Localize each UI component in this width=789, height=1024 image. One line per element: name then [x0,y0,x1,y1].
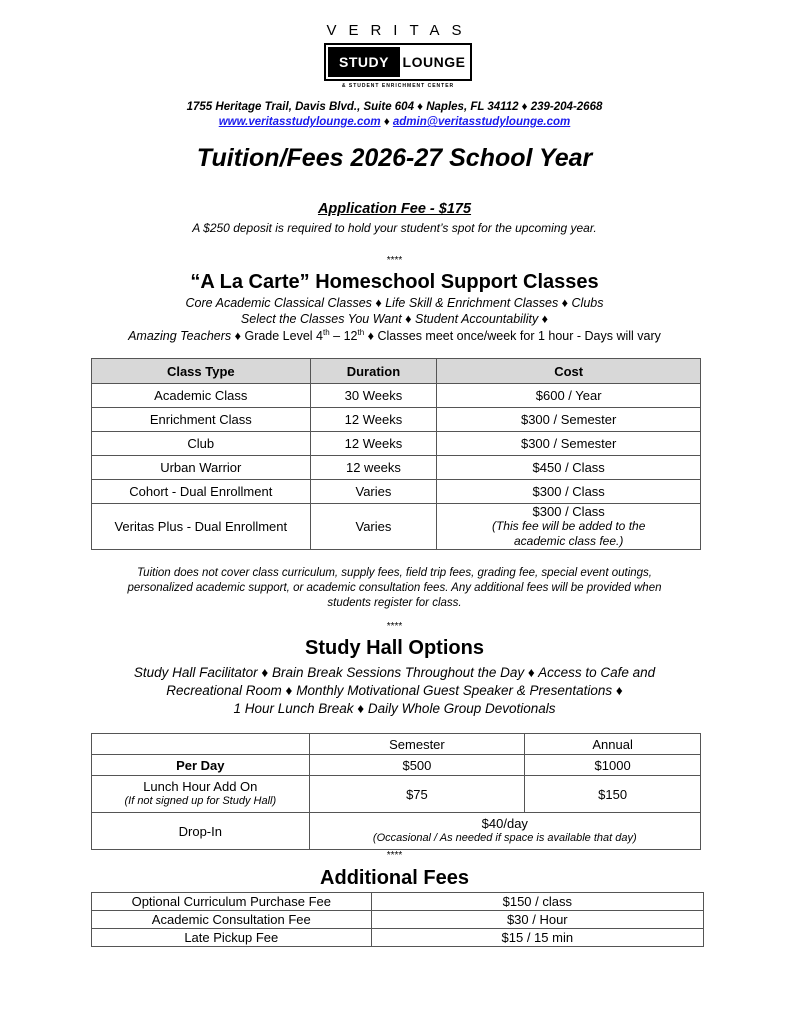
alacarte-line-3-c: – 12 [329,329,358,344]
study-hall-heading: Study Hall Options [305,637,484,659]
additional-fees-table [91,892,704,947]
diamond-separator: ♦ [383,116,390,128]
contact-links [0,116,789,128]
cell-cost: $600 / Year [437,384,701,408]
cell-cost: $300 / Class [532,504,605,519]
table-header-row [92,359,701,384]
cell-cost: $300 / Class [437,480,701,504]
tuition-disclaimer [0,566,789,611]
header-cost: Cost [437,359,701,384]
table-row [92,755,701,776]
fee-name: Late Pickup Fee [92,929,372,947]
fee-amount: $15 / 15 min [371,929,703,947]
fee-name: Academic Consultation Fee [92,911,372,929]
header-duration: Duration [310,359,437,384]
study-hall-line-1: Study Hall Facilitator ♦ Brain Break Sessions Throughout the Day ♦ Access to Cafe and [133,665,656,680]
fee-name: Optional Curriculum Purchase Fee [92,893,372,911]
sup-th-1: th [323,328,330,337]
row-label-per-day: Per Day [92,755,310,776]
table-row [92,480,701,504]
row-label-dropin: Drop-In [92,813,310,850]
cell-cost: $300 / Semester [437,408,701,432]
cell-cost: $300 / Semester [437,432,701,456]
cost-note: (This fee will be added to the academic class fee.) [491,519,646,548]
cell-class-type: Veritas Plus - Dual Enrollment [92,504,311,550]
table-header-row [92,734,701,755]
cell-semester: $75 [309,776,525,813]
logo-veritas: VERITAS [326,22,474,39]
cell-duration: 12 weeks [310,456,437,480]
empty-cell [92,734,310,755]
table-row [92,432,701,456]
disclaimer-line: students register for class. [327,597,462,609]
cell-duration: Varies [310,480,437,504]
alacarte-line-2: Select the Classes You Want ♦ Student Accountability ♦ [240,312,549,326]
study-hall-table [91,733,701,850]
cell-cost-with-note [437,504,701,550]
alacarte-line-3-d: ♦ Classes meet once/week for 1 hour - Days will vary [364,329,661,344]
section-divider: **** [386,850,403,861]
table-row [92,776,701,813]
cell-class-type: Academic Class [92,384,311,408]
cell-class-type: Cohort - Dual Enrollment [92,480,311,504]
cell-annual: $150 [525,776,701,813]
header-semester: Semester [309,734,525,755]
table-row [92,911,704,929]
table-row [92,384,701,408]
cell-class-type: Urban Warrior [92,456,311,480]
cell-class-type: Club [92,432,311,456]
table-row [92,504,701,550]
cell-class-type: Enrichment Class [92,408,311,432]
address-line: 1755 Heritage Trail, Davis Blvd., Suite 604 ♦ Naples, FL 34112 ♦ 239-204-2668 [186,101,603,113]
table-row [92,929,704,947]
alacarte-line-3-b: Grade Level 4 [244,329,323,344]
lunch-label: Lunch Hour Add On [143,779,258,794]
dropin-price: $40/day [481,816,528,831]
logo-subtitle: & STUDENT ENRICHMENT CENTER [341,83,455,89]
table-row [92,456,701,480]
cell-duration: 12 Weeks [310,408,437,432]
cell-duration: Varies [310,504,437,550]
cell-semester: $500 [309,755,525,776]
alacarte-line-3 [0,328,789,343]
cell-cost: $450 / Class [437,456,701,480]
table-row [92,813,701,850]
additional-fees-heading: Additional Fees [320,867,469,889]
deposit-note: A $250 deposit is required to hold your student’s spot for the upcoming year. [192,221,597,235]
section-divider: **** [386,621,403,632]
disclaimer-line: Tuition does not cover class curriculum, supply fees, field trip fees, grading fee, special event outings, [137,567,652,579]
header-annual: Annual [525,734,701,755]
logo-box [324,43,472,81]
row-label-lunch [92,776,310,813]
dropin-note: (Occasional / As needed if space is available that day) [372,832,637,844]
study-hall-line-2: Recreational Room ♦ Monthly Motivational Guest Speaker & Presentations ♦ [166,683,623,698]
alacarte-line-1: Core Academic Classical Classes ♦ Life Skill & Enrichment Classes ♦ Clubs [185,296,604,310]
cell-dropin [309,813,700,850]
fee-amount: $150 / class [371,893,703,911]
table-row [92,893,704,911]
logo-study: STUDY [328,47,400,77]
disclaimer-line: personalized academic support, or academic consultation fees. Any additional fees will be provided when [127,582,662,594]
cell-duration: 30 Weeks [310,384,437,408]
fee-amount: $30 / Hour [371,911,703,929]
application-fee: Application Fee - $175 [317,201,472,217]
cell-annual: $1000 [525,755,701,776]
logo-lounge: LOUNGE [402,54,466,70]
study-hall-line-3: 1 Hour Lunch Break ♦ Daily Whole Group Devotionals [233,701,556,716]
section-divider: **** [386,255,403,266]
alacarte-heading: “A La Carte” Homeschool Support Classes [190,271,599,293]
header-class-type: Class Type [92,359,311,384]
website-link[interactable]: www.veritasstudylounge.com [218,116,381,128]
lunch-note: (If not signed up for Study Hall) [124,795,277,807]
class-fee-table [91,358,701,550]
table-row [92,408,701,432]
alacarte-line-3-a: Amazing Teachers ♦ [128,329,245,344]
sup-th-2: th [357,328,365,337]
email-link[interactable]: admin@veritasstudylounge.com [392,116,571,128]
cell-duration: 12 Weeks [310,432,437,456]
page-title: Tuition/Fees 2026-27 School Year [196,144,593,172]
